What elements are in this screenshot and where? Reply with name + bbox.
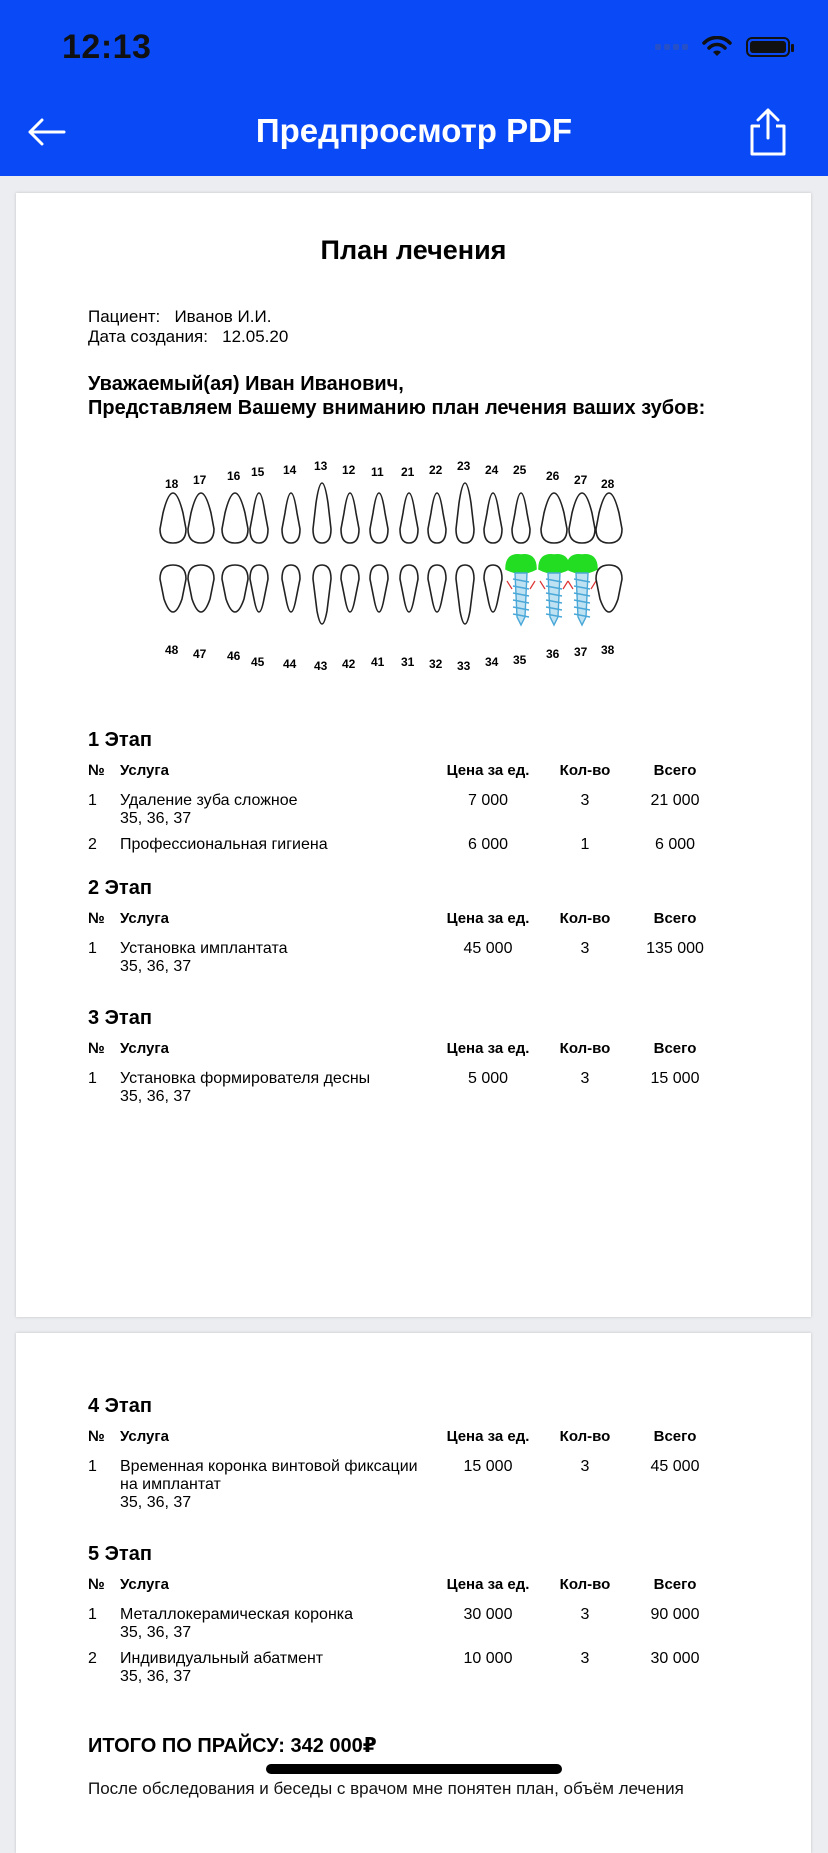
row-num: 1: [88, 792, 97, 809]
row-total: 6 000: [654, 836, 696, 853]
tooth-number-31: 31: [401, 655, 415, 669]
app-header: [0, 0, 828, 176]
upper-tooth-16: [222, 493, 248, 543]
row-num: 2: [88, 836, 97, 853]
row-price: 15 000: [463, 1458, 513, 1475]
lower-tooth-44: [282, 565, 300, 612]
table-row: [88, 792, 748, 836]
grand-total: ИТОГО ПО ПРАЙСУ: 342 000₽: [88, 1735, 377, 1757]
tooth-number-36: 36: [546, 647, 560, 661]
col-service: Услуга: [120, 762, 169, 779]
document-title: План лечения: [320, 235, 507, 265]
status-time: 12:13: [62, 28, 152, 66]
col-total: Всего: [653, 910, 697, 927]
patient-label: Пациент:: [88, 307, 161, 326]
col-service: Услуга: [120, 1040, 169, 1057]
tooth-number-38: 38: [601, 643, 615, 657]
row-num: 2: [88, 1650, 97, 1667]
date-line: [88, 327, 288, 347]
tooth-number-41: 41: [371, 655, 385, 669]
col-num: №: [88, 762, 105, 779]
teeth-diagram: [156, 461, 686, 671]
pdf-page-1: [16, 193, 811, 1317]
upper-tooth-18: [160, 493, 186, 543]
pdf-page-2: [16, 1333, 811, 1853]
tooth-number-37: 37: [574, 645, 588, 659]
col-qty: Кол-во: [559, 1428, 611, 1445]
stage-5: [88, 1543, 748, 1694]
service-teeth: 35, 36, 37: [120, 810, 192, 827]
row-price: 6 000: [467, 836, 509, 853]
row-total: 135 000: [646, 940, 704, 957]
upper-tooth-25: [512, 493, 530, 543]
tooth-number-46: 46: [227, 649, 241, 663]
service-name: Профессиональная гигиена: [120, 836, 328, 853]
col-price: Цена за ед.: [446, 1040, 530, 1057]
row-total: 90 000: [650, 1606, 700, 1623]
lower-tooth-33: [456, 565, 474, 624]
row-num: 1: [88, 1458, 97, 1475]
wifi-icon: [702, 36, 732, 58]
patient-value: Иванов И.И.: [174, 307, 272, 326]
tooth-number-45: 45: [251, 655, 265, 669]
row-service: [120, 940, 420, 976]
stage-title: 3 Этап: [88, 1007, 152, 1029]
lower-tooth-45: [250, 565, 268, 612]
service-name: Удаление зуба сложное: [120, 792, 298, 809]
row-total: 45 000: [650, 1458, 700, 1475]
table-row: [88, 1650, 748, 1694]
row-service: [120, 1070, 420, 1106]
lower-tooth-47: [188, 565, 214, 612]
table-row: [88, 836, 748, 862]
lower-tooth-46: [222, 565, 248, 612]
upper-tooth-11: [370, 493, 388, 543]
col-qty: Кол-во: [559, 762, 611, 779]
date-value: 12.05.20: [222, 327, 289, 346]
tooth-number-15: 15: [251, 465, 265, 479]
stage-3: [88, 1007, 748, 1114]
tooth-number-32: 32: [429, 657, 443, 671]
tooth-number-18: 18: [165, 477, 179, 491]
table-header: [88, 1428, 748, 1448]
col-num: №: [88, 1576, 105, 1593]
row-price: 45 000: [463, 940, 513, 957]
tooth-number-25: 25: [513, 463, 527, 477]
col-service: Услуга: [120, 1576, 169, 1593]
lower-tooth-38: [596, 565, 622, 612]
tooth-number-42: 42: [342, 657, 356, 671]
table-header: [88, 1576, 748, 1596]
table-header: [88, 762, 748, 782]
col-qty: Кол-во: [559, 1576, 611, 1593]
row-qty: 3: [580, 1606, 590, 1623]
tooth-number-23: 23: [457, 459, 471, 473]
col-total: Всего: [653, 1040, 697, 1057]
status-icons: [655, 36, 790, 58]
col-qty: Кол-во: [559, 1040, 611, 1057]
greeting-line-1: Уважаемый(ая) Иван Иванович,: [88, 373, 404, 395]
lower-tooth-34: [484, 565, 502, 612]
service-name: Временная коронка винтовой фиксации: [120, 1458, 418, 1475]
signal-icon: [655, 44, 688, 50]
upper-tooth-22: [428, 493, 446, 543]
lower-tooth-43: [313, 565, 331, 624]
implant-crown-37: [567, 555, 597, 573]
tooth-number-24: 24: [485, 463, 499, 477]
dental-chart: [156, 461, 686, 671]
lower-tooth-48: [160, 565, 186, 612]
upper-tooth-26: [541, 493, 567, 543]
table-header: [88, 910, 748, 930]
row-price: 30 000: [463, 1606, 513, 1623]
row-qty: 3: [580, 1070, 590, 1087]
upper-tooth-21: [400, 493, 418, 543]
upper-tooth-17: [188, 493, 214, 543]
tooth-number-13: 13: [314, 459, 328, 473]
service-teeth: 35, 36, 37: [120, 1668, 192, 1685]
implant-crown-35: [506, 555, 536, 573]
battery-icon: [746, 37, 790, 57]
table-row: [88, 1606, 748, 1650]
tooth-number-35: 35: [513, 653, 527, 667]
upper-tooth-15: [250, 493, 268, 543]
row-total: 30 000: [650, 1650, 700, 1667]
service-name-cont: на имплантат: [120, 1476, 221, 1493]
col-total: Всего: [653, 762, 697, 779]
col-num: №: [88, 1040, 105, 1057]
upper-tooth-24: [484, 493, 502, 543]
upper-tooth-27: [569, 493, 595, 543]
tooth-number-33: 33: [457, 659, 471, 673]
col-service: Услуга: [120, 910, 169, 927]
table-row: [88, 1458, 748, 1520]
row-qty: 3: [580, 1458, 590, 1475]
tooth-number-27: 27: [574, 473, 588, 487]
table-header: [88, 1040, 748, 1060]
tooth-number-26: 26: [546, 469, 560, 483]
row-price: 7 000: [467, 792, 509, 809]
lower-tooth-31: [400, 565, 418, 612]
stage-title: 4 Этап: [88, 1395, 152, 1417]
stage-title: 1 Этап: [88, 729, 152, 751]
service-teeth: 35, 36, 37: [120, 1624, 192, 1641]
row-price: 5 000: [467, 1070, 509, 1087]
lower-tooth-42: [341, 565, 359, 612]
row-service: [120, 1458, 420, 1512]
row-service: [120, 1606, 420, 1642]
row-qty: 3: [580, 1650, 590, 1667]
tooth-number-17: 17: [193, 473, 207, 487]
page-title: Предпросмотр PDF: [255, 112, 573, 149]
col-price: Цена за ед.: [446, 1428, 530, 1445]
col-qty: Кол-во: [559, 910, 611, 927]
service-name: Установка формирователя десны: [120, 1070, 371, 1087]
stage-4: [88, 1395, 748, 1520]
tooth-number-47: 47: [193, 647, 207, 661]
col-price: Цена за ед.: [446, 910, 530, 927]
home-indicator[interactable]: [266, 1764, 562, 1774]
upper-tooth-14: [282, 493, 300, 543]
stage-title: 2 Этап: [88, 877, 152, 899]
tooth-number-28: 28: [601, 477, 615, 491]
stage-1: [88, 729, 748, 862]
col-total: Всего: [653, 1428, 697, 1445]
row-qty: 3: [580, 940, 590, 957]
upper-tooth-13: [313, 483, 331, 543]
date-label: Дата создания:: [88, 327, 208, 346]
service-teeth: 35, 36, 37: [120, 1088, 192, 1105]
row-total: 15 000: [650, 1070, 700, 1087]
consent-text: После обследования и беседы с врачом мне понятен план, объём лечения: [88, 1779, 684, 1798]
service-teeth: 35, 36, 37: [120, 958, 192, 975]
upper-tooth-23: [456, 483, 474, 543]
tooth-number-34: 34: [485, 655, 499, 669]
row-qty: 3: [580, 792, 590, 809]
service-name: Установка имплантата: [120, 940, 288, 957]
row-num: 1: [88, 940, 97, 957]
tooth-number-21: 21: [401, 465, 415, 479]
greeting-line-2: Представляем Вашему вниманию план лечения ваших зубов:: [88, 397, 706, 419]
lower-tooth-32: [428, 565, 446, 612]
row-qty: 1: [580, 836, 590, 853]
col-total: Всего: [653, 1576, 697, 1593]
col-num: №: [88, 1428, 105, 1445]
stage-title: 5 Этап: [88, 1543, 152, 1565]
lower-tooth-41: [370, 565, 388, 612]
table-row: [88, 1070, 748, 1114]
service-teeth: 35, 36, 37: [120, 1494, 192, 1511]
row-service: [120, 1650, 420, 1686]
row-service: [120, 836, 420, 854]
col-price: Цена за ед.: [446, 762, 530, 779]
table-row: [88, 940, 748, 984]
tooth-number-16: 16: [227, 469, 241, 483]
tooth-number-48: 48: [165, 643, 179, 657]
implant-crown-36: [539, 555, 569, 573]
row-price: 10 000: [463, 1650, 513, 1667]
upper-tooth-12: [341, 493, 359, 543]
col-service: Услуга: [120, 1428, 169, 1445]
tooth-number-44: 44: [283, 657, 297, 671]
stage-2: [88, 877, 748, 984]
share-icon[interactable]: [746, 106, 790, 158]
tooth-number-11: 11: [371, 465, 384, 479]
patient-line: [88, 307, 271, 327]
row-num: 1: [88, 1070, 97, 1087]
tooth-number-43: 43: [314, 659, 328, 673]
tooth-number-12: 12: [342, 463, 356, 477]
service-name: Индивидуальный абатмент: [120, 1650, 324, 1667]
row-total: 21 000: [650, 792, 700, 809]
col-price: Цена за ед.: [446, 1576, 530, 1593]
tooth-number-22: 22: [429, 463, 443, 477]
col-num: №: [88, 910, 105, 927]
row-service: [120, 792, 420, 828]
tooth-number-14: 14: [283, 463, 297, 477]
row-num: 1: [88, 1606, 97, 1623]
service-name: Металлокерамическая коронка: [120, 1606, 354, 1623]
upper-tooth-28: [596, 493, 622, 543]
